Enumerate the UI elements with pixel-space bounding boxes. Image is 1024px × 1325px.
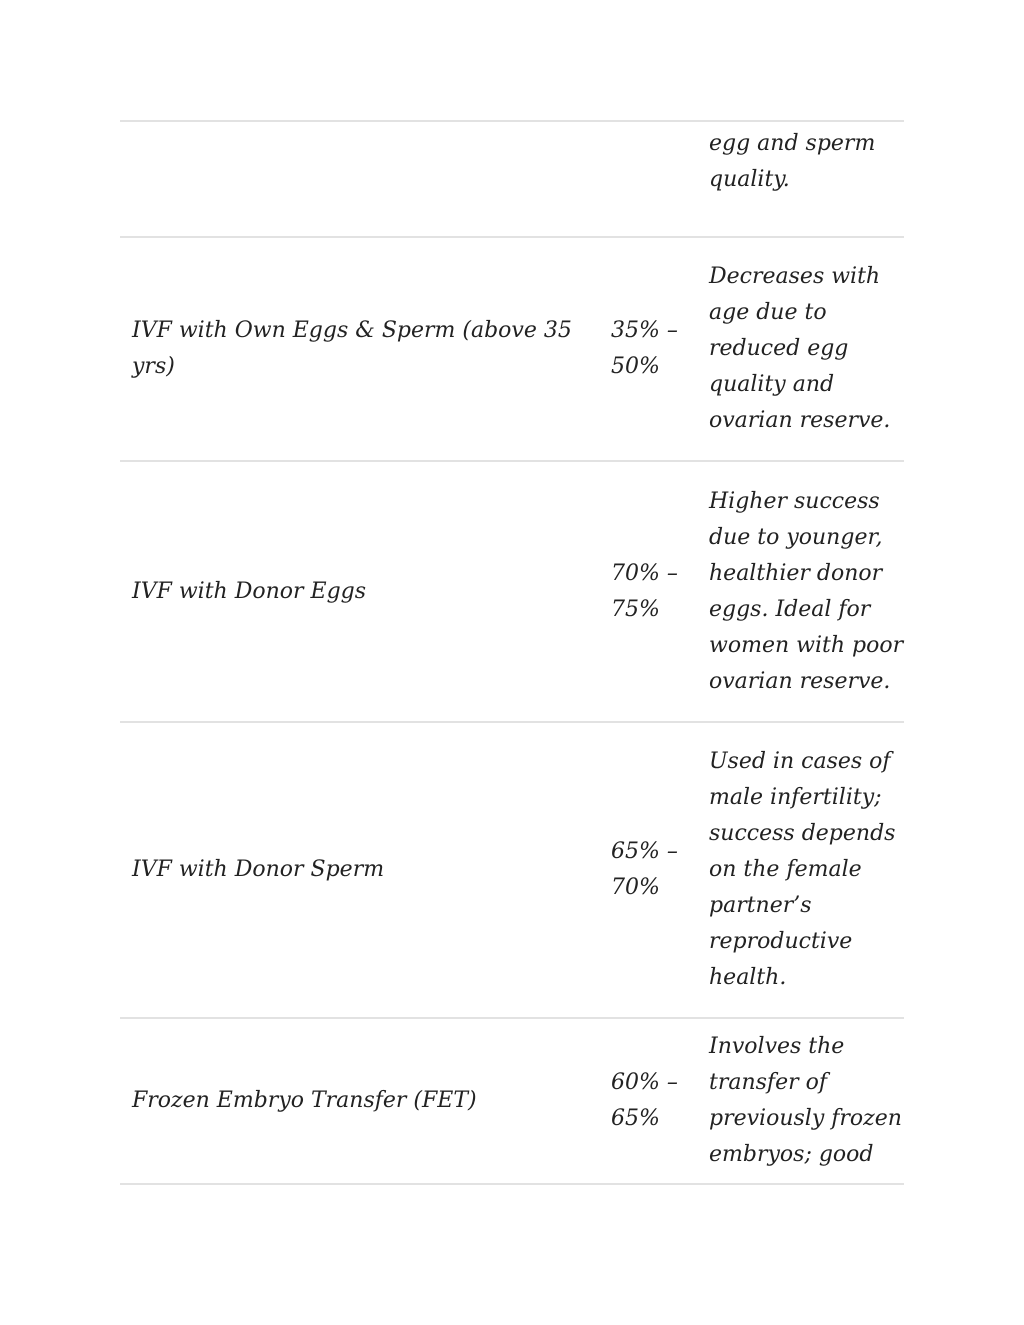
notes-cell bbox=[698, 259, 904, 439]
notes-line: success depends bbox=[709, 821, 896, 846]
success-rate-cell bbox=[600, 834, 698, 906]
success-rate-line: 50% bbox=[611, 354, 660, 379]
table-row bbox=[120, 238, 904, 462]
success-rate-line: 65% – bbox=[611, 839, 678, 864]
notes-line: reduced egg bbox=[709, 336, 849, 361]
method-cell: IVF with Donor Eggs bbox=[132, 578, 367, 604]
notes-line: Involves the bbox=[709, 1034, 845, 1059]
notes-line: Decreases with bbox=[709, 264, 881, 289]
success-rate-line: 60% – bbox=[611, 1070, 678, 1095]
notes-cell bbox=[698, 484, 904, 700]
success-rate-line: 70% – bbox=[611, 560, 678, 586]
notes-line: ovarian reserve. bbox=[709, 668, 891, 694]
notes-line: reproductive bbox=[709, 929, 853, 954]
notes-line: quality. bbox=[709, 167, 790, 192]
success-rate-table bbox=[120, 120, 904, 1185]
notes-cell bbox=[698, 1029, 904, 1173]
notes-line: transfer of bbox=[709, 1070, 827, 1095]
notes-line: due to younger, bbox=[709, 524, 883, 550]
method-cell: Frozen Embryo Transfer (FET) bbox=[132, 1088, 477, 1113]
notes-line: egg and sperm bbox=[709, 131, 876, 156]
success-rate-line: 35% – bbox=[611, 318, 678, 343]
notes-line: eggs. Ideal for bbox=[709, 596, 871, 622]
success-rate-cell bbox=[600, 556, 698, 628]
notes-line: on the female bbox=[709, 857, 862, 882]
table-row bbox=[120, 1019, 904, 1185]
notes-line: quality and bbox=[709, 372, 835, 397]
notes-line: women with poor bbox=[709, 632, 904, 658]
notes-line: Used in cases of bbox=[709, 749, 891, 774]
success-rate-cell bbox=[600, 313, 698, 385]
method-cell: IVF with Donor Sperm bbox=[132, 857, 385, 882]
table-row bbox=[120, 723, 904, 1019]
notes-line: male infertility; bbox=[709, 785, 882, 810]
notes-line: age due to bbox=[709, 300, 827, 325]
notes-line: healthier donor bbox=[709, 560, 883, 586]
table-row bbox=[120, 462, 904, 723]
notes-line: health. bbox=[709, 965, 787, 990]
notes-line: ovarian reserve. bbox=[709, 408, 891, 433]
method-cell: IVF with Own Eggs & Sperm (above 35 yrs) bbox=[132, 318, 572, 379]
notes-cell bbox=[698, 126, 904, 198]
success-rate-line: 65% bbox=[611, 1106, 660, 1131]
success-rate-line: 75% bbox=[611, 596, 660, 622]
success-rate-cell bbox=[600, 1065, 698, 1137]
notes-line: partner’s bbox=[709, 893, 812, 918]
notes-cell bbox=[698, 744, 904, 996]
success-rate-line: 70% bbox=[611, 875, 660, 900]
notes-line: embryos; good bbox=[709, 1142, 874, 1167]
notes-line: previously frozen bbox=[709, 1106, 902, 1131]
table-row bbox=[120, 122, 904, 238]
notes-line: Higher success bbox=[709, 488, 880, 514]
